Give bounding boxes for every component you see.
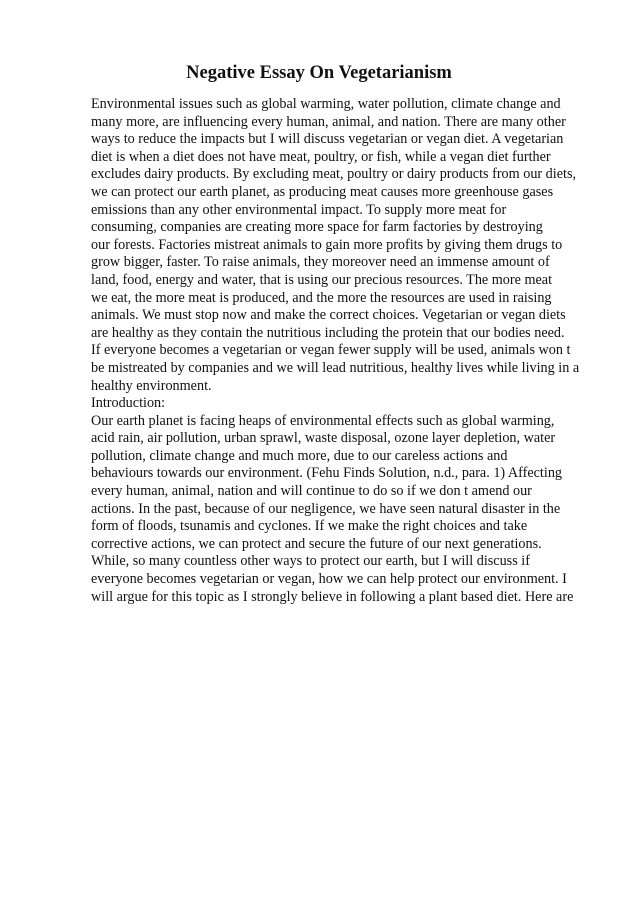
text-line: Environmental issues such as global warming, water pollution, climate change and [91,96,561,112]
text-line: will argue for this topic as I strongly believe in following a plant based diet. Here are [91,588,574,605]
document-title: Negative Essay On Vegetarianism [186,63,452,83]
text-line: healthy environment. [91,377,212,394]
text-line: are healthy as they contain the nutritious including the protein that our bodies need. [91,324,565,341]
text-line: we can protect our earth planet, as producing meat causes more greenhouse gases [91,183,554,200]
text-line: animals. We must stop now and make the correct choices. Vegetarian or vegan diets [91,307,566,324]
text-line: every human, animal, nation and will continue to do so if we don t amend our [91,483,532,500]
text-line: excludes dairy products. By excluding meat, poultry or dairy products from our diets, [91,166,577,183]
text-line: While, so many countless other ways to protect our earth, but I will discuss if [91,553,530,570]
text-line: pollution, climate change and much more, due to our careless actions and [91,447,508,464]
text-line: grow bigger, faster. To raise animals, they moreover need an immense amount of [91,254,550,271]
text-line: diet is when a diet does not have meat, poultry, or fish, while a vegan diet further [91,148,551,165]
text-line: ways to reduce the impacts but I will discuss vegetarian or vegan diet. A vegetarian [91,131,564,148]
text-line: actions. In the past, because of our negligence, we have seen natural disaster in the [91,500,561,517]
text-line: we eat, the more meat is produced, and the more the resources are used in raising [91,289,552,306]
text-line: Our earth planet is facing heaps of environmental effects such as global warming, [91,412,555,429]
essay-body [91,96,611,606]
text-line: everyone becomes vegetarian or vegan, how we can help protect our environment. I [91,571,567,588]
text-line: behaviours towards our environment. (Fehu Finds Solution, n.d., para. 1) Affecting [91,465,563,482]
text-line: consuming, companies are creating more space for farm factories by destroying [91,219,543,236]
text-line: acid rain, air pollution, urban sprawl, waste disposal, ozone layer depletion, water [91,430,556,447]
text-line: land, food, energy and water, that is using our precious resources. The more meat [91,271,553,288]
text-line: be mistreated by companies and we will lead nutritious, healthy lives while living in a [91,359,580,376]
text-line: form of floods, tsunamis and cyclones. If we make the right choices and take [91,518,528,535]
text-line: our forests. Factories mistreat animals to gain more profits by giving them drugs to [91,236,563,253]
text-line: If everyone becomes a vegetarian or vegan fewer supply will be used, animals won t [91,342,571,359]
text-line: emissions than any other environmental impact. To supply more meat for [91,201,507,218]
text-line: Introduction: [91,395,166,412]
text-line: many more, are influencing every human, animal, and nation. There are many other [91,113,566,130]
text-line: corrective actions, we can protect and secure the future of our next generations. [91,535,542,552]
